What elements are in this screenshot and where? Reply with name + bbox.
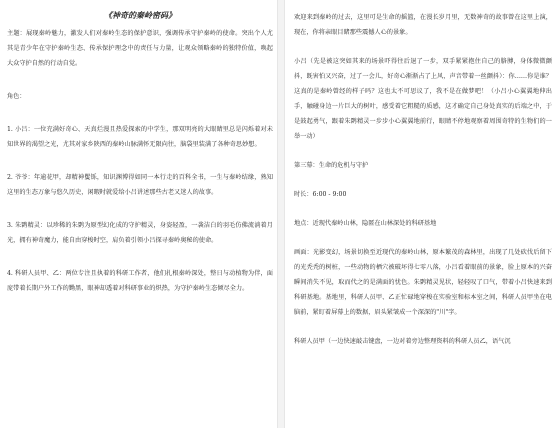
scene-description: 画面：光影变幻，场景切换至近现代的秦岭山林，原本繁茂的森林里，出现了几处砍伐后留下的光秃秃的树桩，一些动物的栖穴被破坏得七零八落，小吕看着眼前的景象，脸上原本的兴奋瞬间消失不见，取而代之的是满面的忧色。朱鹮精灵见状，轻轻叹了口气，带着小吕快速来到科研基地。基地里，科研人员甲、乙正忙碌地穿梭在实验室和标本室之间，科研人员甲坐在电脑前，紧盯着屏幕上的数据，眉头紧皱成一个深深的"川"字。 bbox=[294, 249, 552, 316]
scene-paragraph: 小吕（先是被这突如其来的场景吓得往后退了一步，双手紧紧抱住自己的胳膊，身体微微颤抖，既害怕又兴奋，过了一会儿，好奇心渐渐占了上风，声音带着一丝颤抖）：你……你是谁？这真的是秦岭曾经的样子吗？这也太不可思议了，我不是在做梦吧！（小吕小心翼翼地伸出手，触碰身边一片巨大的树叶，感受着它粗糙的质感，这才确定自己身处真实的后端之中，于是鼓起勇气，跟着朱鹮精灵一步步小心翼翼地前行，眼睛不停地观察着周围奇特的生物们的一举一动） bbox=[294, 58, 552, 140]
right-page bbox=[283, 0, 554, 428]
theme-paragraph: 主题：展现秦岭魅力，激发人们对秦岭生态的保护意识，强调传承守护秦岭的使命。突出个人尤其是青少年在守护秦岭生态、传承保护理念中的责任与力量，让观众领略秦岭的独特价值，唤起大众守护自然的行动自觉。 bbox=[7, 30, 273, 67]
role-item: 1. 小吕：一位充满好奇心、天真烂漫且热爱探索的中学生，那双明亮的大眼睛里总是闪烁着对未知世界的渴望之光，尤其对家乡陕西的秦岭山脉满怀无限向往，脑袋里装满了各种奇思妙想。 bbox=[7, 126, 273, 148]
dialogue-paragraph: 科研人员甲（一边快速敲击键盘，一边对着旁边整理资料的科研人员乙，语气沉 bbox=[294, 338, 511, 345]
intro-paragraph: 欢迎来到秦岭的过去，这里可是生命的摇篮，在漫长岁月里，无数神奇的故事曾在这里上演，现在，你将亲眼目睹那些震撼人心的景象。 bbox=[294, 14, 552, 36]
role-item: 4. 科研人员甲、乙：两位专注且执着的科研工作者，他们扎根秦岭深处，整日与动植物为伴，面庞带着长期户外工作的黝黑，眼神却透着对科研事业的炽热，为守护秦岭生态倾尽全力。 bbox=[7, 270, 273, 292]
document-title: 《神奇的秦岭密码》 bbox=[104, 10, 176, 20]
location-line: 地点：近现代秦岭山林，隐匿在山林深处的科研基地 bbox=[294, 220, 437, 227]
duration-line: 时长：6:00 - 9:00 bbox=[294, 191, 347, 198]
role-item: 2. 爷爷：年逾花甲，却精神矍铄，知识渊博得如同一本行走的百科全书，一生与秦岭结缘，熟知这里的生态万象与悠久历史，闲暇时就爱给小吕讲述那些古老又迷人的故事。 bbox=[7, 174, 273, 196]
roles-heading: 角色： bbox=[7, 93, 26, 100]
act-heading: 第三幕：生命的危机与守护 bbox=[294, 162, 369, 169]
role-item: 3. 朱鹮精灵：以珍稀的朱鹮为原型幻化成的守护精灵，身姿轻盈，一袭洁白的羽毛仿佛流淌着月光，拥有神奇魔力，能自由穿梭时空，肩负着引领小吕探寻秦岭奥秘的使命。 bbox=[7, 222, 273, 244]
